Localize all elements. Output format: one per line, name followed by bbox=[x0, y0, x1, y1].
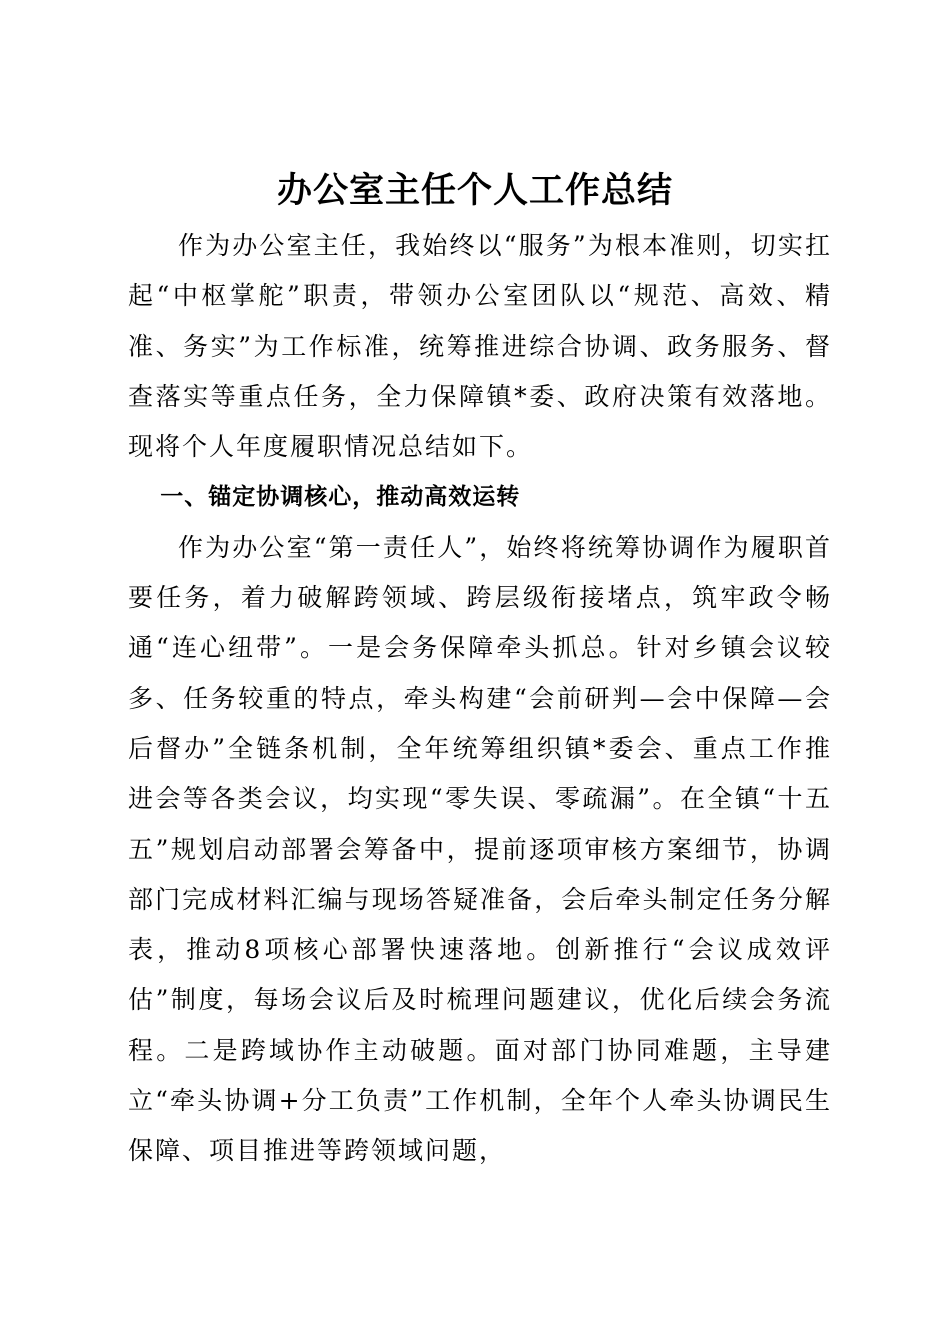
intro-paragraph: 作为办公室主任，我始终以“服务”为根本准则，切实扛起“中枢掌舵”职责，带领办公室团队以“规范、高效、精准、务实”为工作标准，统筹推进综合协调、政务服务、督查落实等重点任务，全力保障镇*委、政府决策有效落地。现将个人年度履职情况总结如下。 bbox=[128, 231, 832, 462]
document-body bbox=[128, 221, 832, 1177]
section-heading: 一、锚定协调核心，推动高效运转 bbox=[160, 484, 521, 511]
section-paragraph: 作为办公室“第一责任人”，始终将统筹协调作为履职首要任务，着力破解跨领域、跨层级衔接堵点，筑牢政令畅通“连心纽带”。一是会务保障牵头抓总。针对乡镇会议较多、任务较重的特点，牵头构建“会前研判—会中保障—会后督办”全链条机制，全年统筹组织镇*委会、重点工作推进会等各类会议，均实现“零失误、零疏漏”。在全镇“十五五”规划启动部署会筹备中，提前逐项审核方案细节，协调部门完成材料汇编与现场答疑准备，会后牵头制定任务分解表，推动8项核心部署快速落地。创新推行“会议成效评估”制度，每场会议后及时梳理问题建议，优化后续会务流程。二是跨域协作主动破题。面对部门协同难题，主导建立“牵头协调+分工负责”工作机制，全年个人牵头协调民生保障、项目推进等跨领域问题， bbox=[128, 532, 832, 1166]
document-title: 办公室主任个人工作总结 bbox=[276, 170, 673, 211]
